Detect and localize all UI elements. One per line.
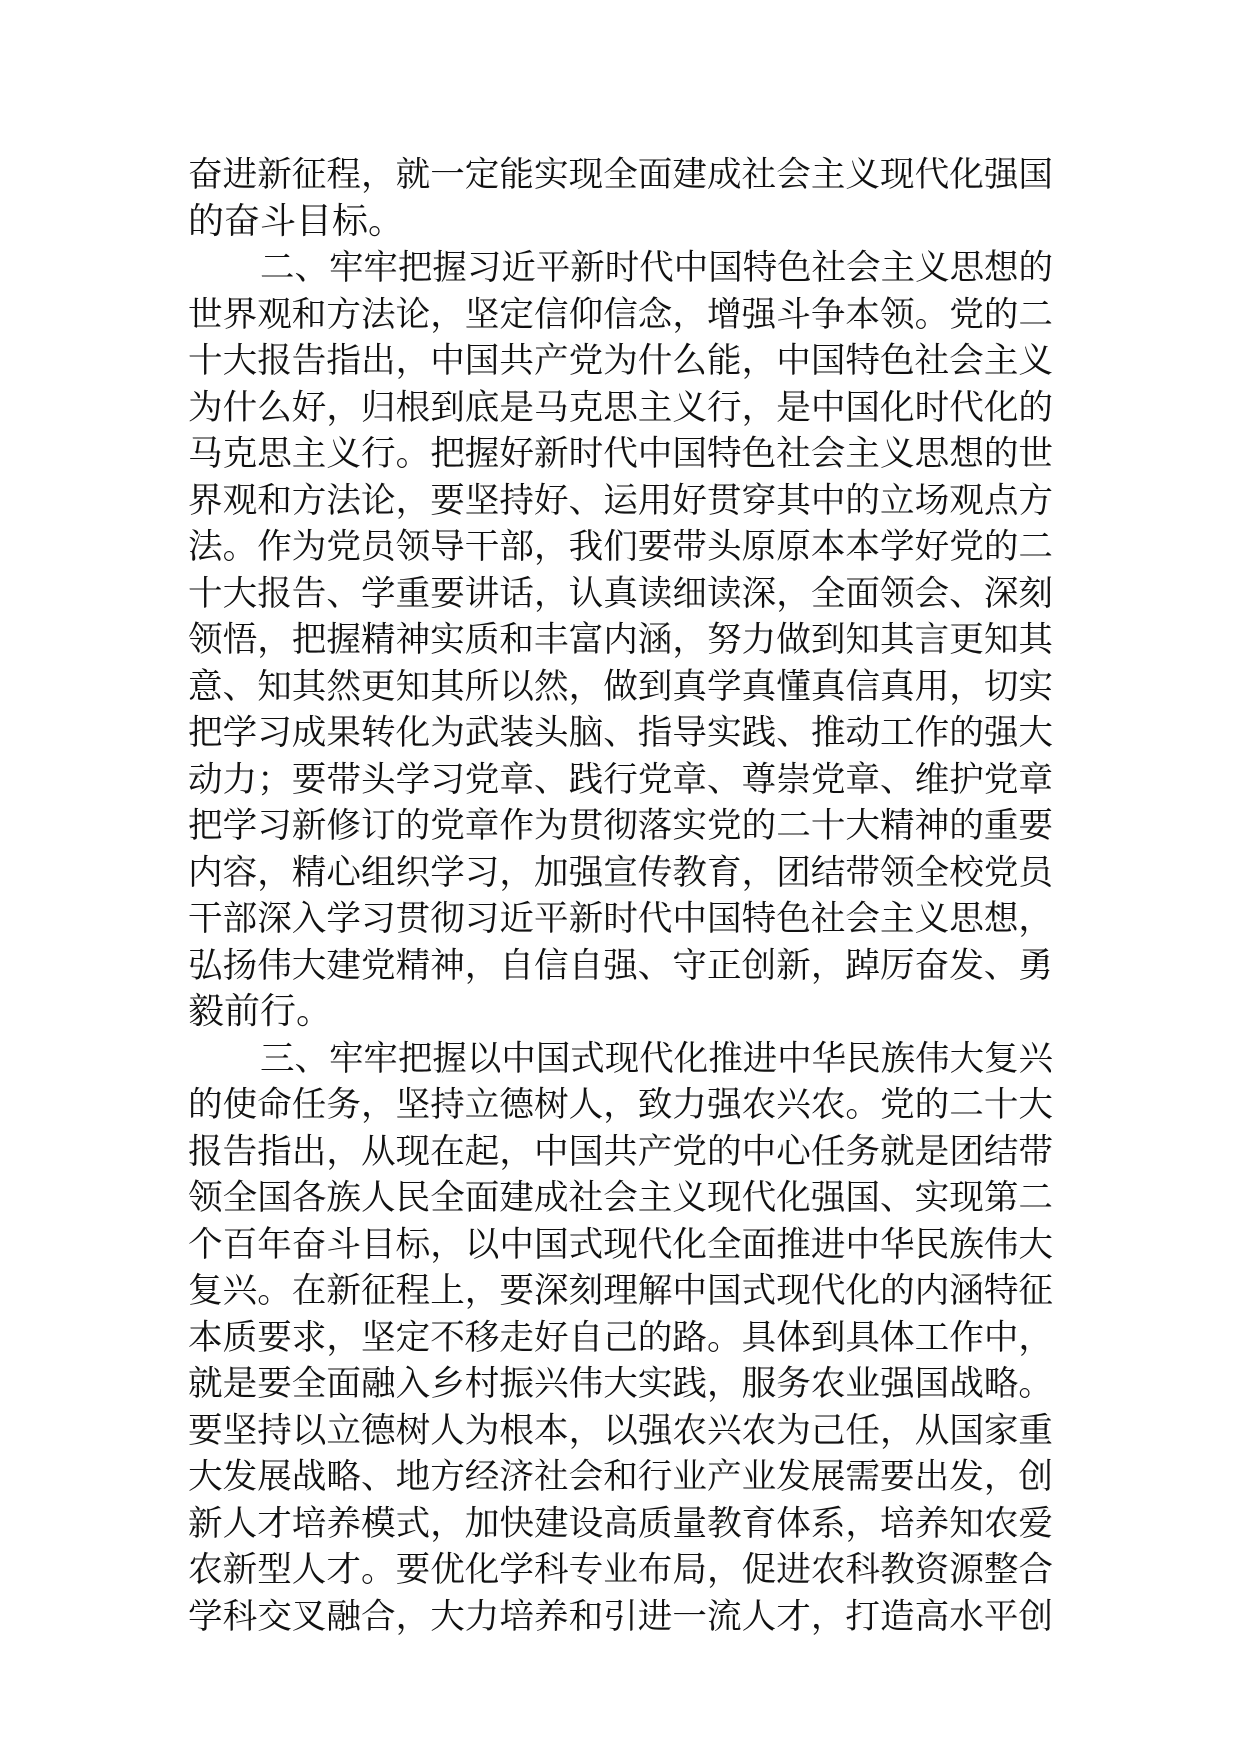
text-line: 报告指出，从现在起，中国共产党的中心任务就是团结带 [188,1131,1053,1172]
text-line: 学科交叉融合，大力培养和引进一流人才，打造高水平创 [188,1596,1053,1637]
text-line: 十大报告、学重要讲话，认真读细读深，全面领会、深刻 [188,573,1053,614]
text-line: 弘扬伟大建党精神，自信自强、守正创新，踔厉奋发、勇 [188,945,1053,986]
text-line: 把学习成果转化为武装头脑、指导实践、推动工作的强大 [188,713,1053,753]
text-line: 农新型人才。要优化学科专业布局，促进农科教资源整合 [188,1550,1053,1590]
text-line: 马克思主义行。把握好新时代中国特色社会主义思想的世 [188,434,1053,474]
text-line: 意、知其然更知其所以然，做到真学真懂真信真用，切实 [188,666,1053,707]
text-line: 的使命任务，坚持立德树人，致力强农兴农。党的二十大 [188,1085,1053,1125]
text-line: 领全国各族人民全面建成社会主义现代化强国、实现第二 [188,1178,1053,1218]
text-line: 领悟，把握精神实质和丰富内涵，努力做到知其言更知其 [188,620,1053,660]
text-line: 要坚持以立德树人为根本，以强农兴农为己任，从国家重 [188,1410,1053,1451]
text-line: 动力；要带头学习党章、践行党章、尊崇党章、维护党章 [188,759,1053,800]
text-line: 界观和方法论，要坚持好、运用好贯穿其中的立场观点方 [188,480,1053,521]
text-line: 的奋斗目标。 [188,200,405,242]
text-line: 世界观和方法论，坚定信仰信念，增强斗争本领。党的二 [188,294,1053,335]
text-line: 复兴。在新征程上，要深刻理解中国式现代化的内涵特征 [188,1271,1053,1311]
text-line: 个百年奋斗目标，以中国式现代化全面推进中华民族伟大 [188,1224,1053,1265]
text-line: 为什么好，归根到底是马克思主义行，是中国化时代化的 [188,387,1053,428]
text-line: 把学习新修订的党章作为贯彻落实党的二十大精神的重要 [188,806,1053,846]
text-line: 毅前行。 [188,991,333,1032]
text-line: 本质要求，坚定不移走好自己的路。具体到具体工作中， [188,1317,1053,1358]
text-line: 奋进新征程，就一定能实现全面建成社会主义现代化强国 [188,155,1053,195]
document-body [188,152,1053,1640]
text-line: 大发展战略、地方经济社会和行业产业发展需要出发，创 [188,1457,1053,1497]
text-line: 新人才培养模式，加快建设高质量教育体系，培养知农爱 [188,1503,1053,1544]
text-line: 干部深入学习贯彻习近平新时代中国特色社会主义思想， [188,899,1053,939]
text-line: 内容，精心组织学习，加强宣传教育，团结带领全校党员 [188,852,1053,893]
text-line: 十大报告指出，中国共产党为什么能，中国特色社会主义 [188,341,1053,381]
text-line: 法。作为党员领导干部，我们要带头原原本本学好党的二 [188,527,1053,567]
text-line: 二、牢牢把握习近平新时代中国特色社会主义思想的 [260,248,1053,288]
text-line: 三、牢牢把握以中国式现代化推进中华民族伟大复兴 [260,1038,1053,1079]
text-line: 就是要全面融入乡村振兴伟大实践，服务农业强国战略。 [188,1364,1053,1404]
